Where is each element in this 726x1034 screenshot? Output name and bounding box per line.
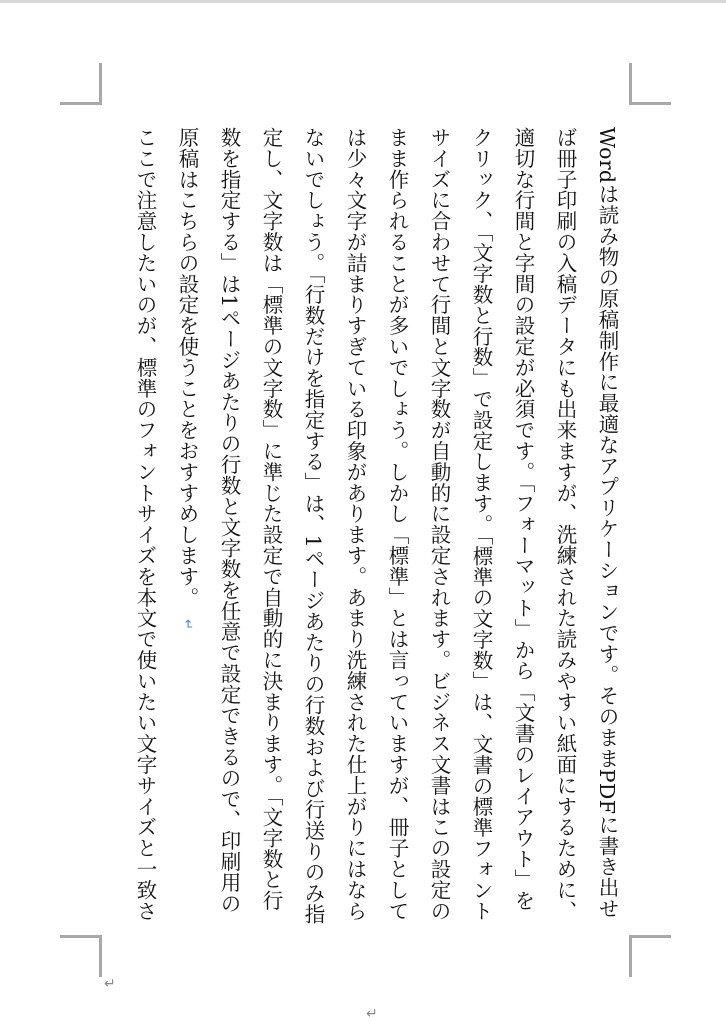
paragraph-mark-icon: ↵ bbox=[180, 618, 195, 630]
paragraph-2[interactable] bbox=[128, 127, 166, 927]
paragraph-1-text: Wordは読み物の原稿制作に最適なアプリケーションです。そのままPDFに書き出せば冊子印刷の入稿データにも出来ますが、洗練された読みやすい紙面にするために、適切な行間と字間の設定が必須です。「フォーマット」から「文書のレイアウト」をクリック、「文字数と行数」で設定します。「標準の文字数」は、文書の標準フォントサイズに合わせて行間と文字数が自動的に設定されます。ビジネス文書はこの設定のまま作られることが多いでしょう。しかし「標準」とは言っていますが、冊子としては少々文字が詰まりすぎている印象があります。あまり洗練された仕上がりにはならないでしょう。「行数だけを指定する」は、1ページあたりの行数および行送りのみ指定し、文字数は「標準の文字数」に準じた設定で自動的に決まります。「文字数と行数を指定する」は1ページあたりの行数と文字数を任意で設定できるので、印刷用の原稿はこちらの設定を使うことをおすすめします。 bbox=[175, 127, 619, 925]
paragraph-1[interactable] bbox=[166, 127, 628, 927]
paragraph-2-text: ここで注意したいのが、標準のフォントサイズを本文で使いたい文字サイズと一致さ bbox=[133, 127, 157, 922]
crop-mark-top-right bbox=[629, 63, 671, 105]
vertical-text-body[interactable] bbox=[128, 127, 628, 927]
return-mark-icon: ↵ bbox=[366, 1006, 378, 1022]
crop-mark-bottom-right bbox=[629, 935, 671, 977]
crop-mark-top-left bbox=[60, 63, 102, 105]
return-mark-icon: ↵ bbox=[104, 976, 116, 992]
crop-mark-bottom-left bbox=[60, 935, 102, 977]
document-page[interactable] bbox=[0, 3, 726, 1034]
